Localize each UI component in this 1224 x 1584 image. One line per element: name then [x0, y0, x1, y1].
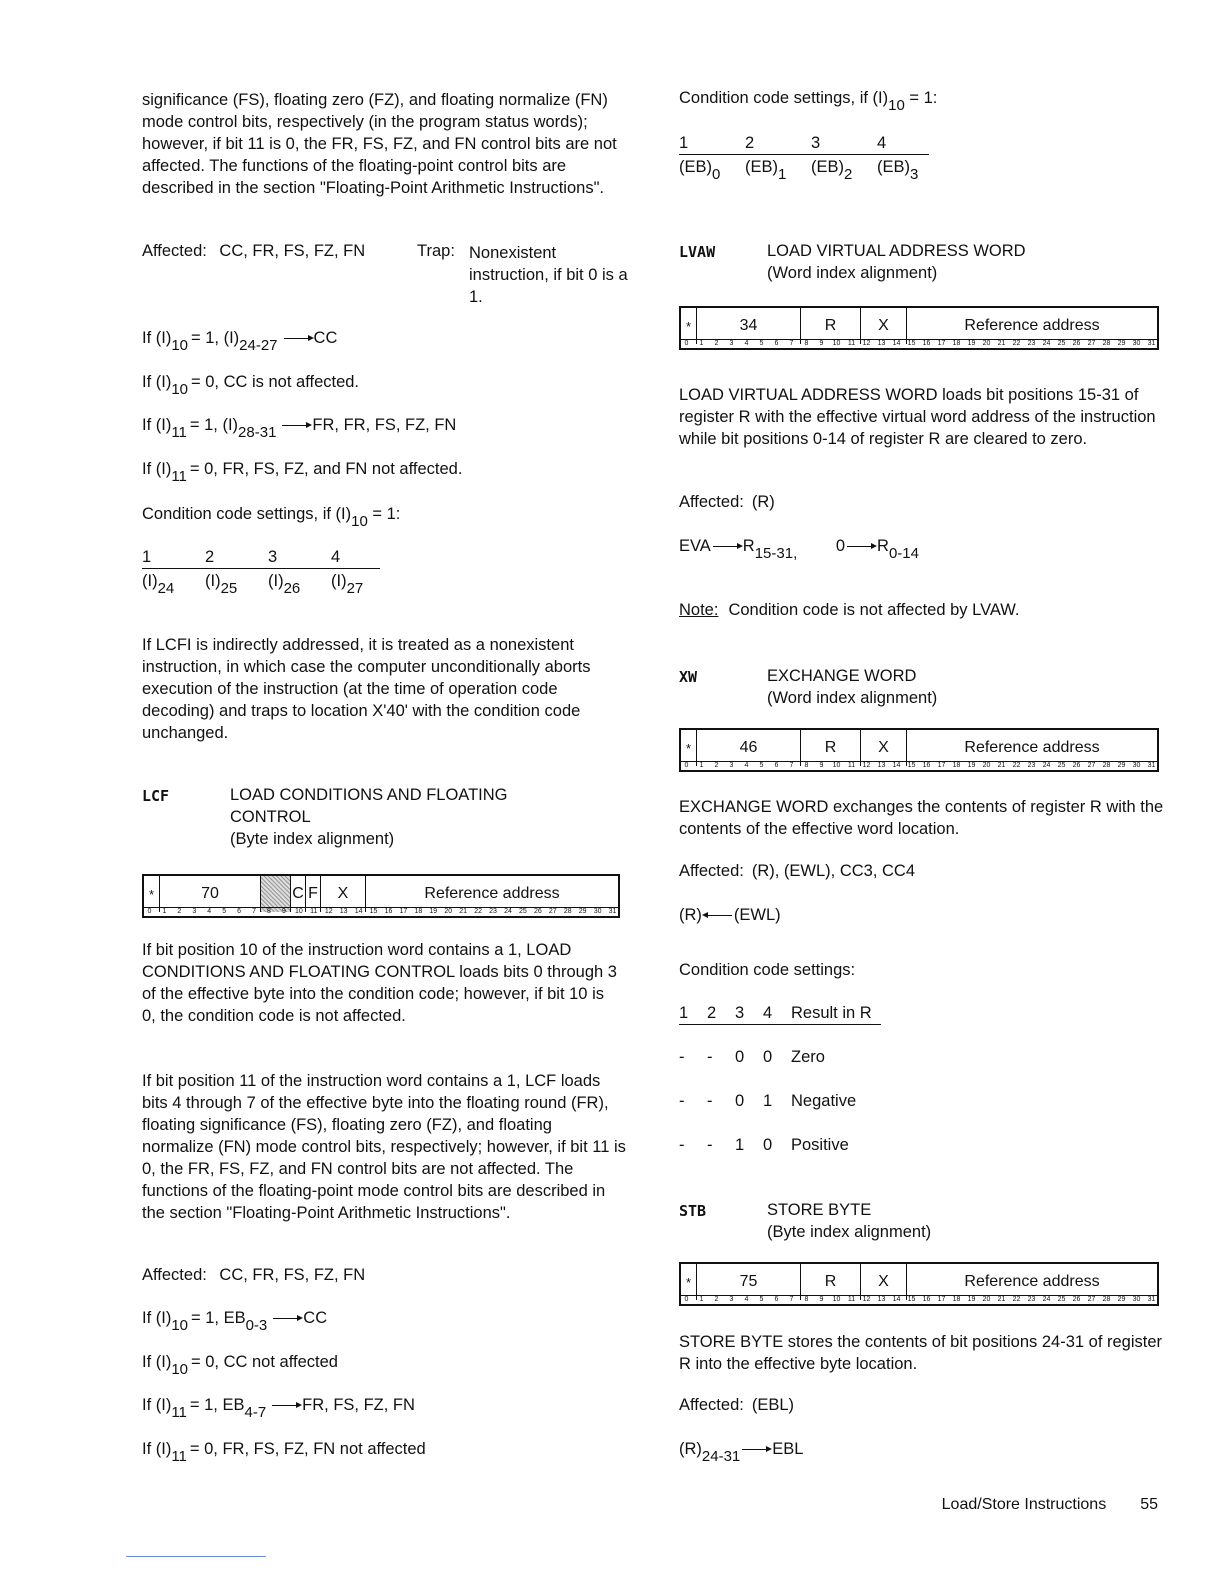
bit-number: 5	[759, 1296, 764, 1303]
xw-desc: EXCHANGE WORD exchanges the contents of register R with the contents of the effective word location.	[679, 798, 1164, 838]
rule-line	[142, 1396, 415, 1421]
lvaw-alignment: (Word index alignment)	[767, 264, 938, 282]
rule-pre: If (I)	[142, 1353, 172, 1371]
bit-number: 4	[207, 908, 212, 915]
xw-cc-head: 4	[763, 1004, 773, 1022]
cc-value-base: (EB)	[745, 158, 778, 176]
bit-number: 26	[1072, 762, 1081, 769]
bit-number: 31	[608, 908, 617, 915]
bit-number: 18	[952, 340, 961, 347]
rule-mid: = 0, FR, FS, FZ, FN not affected	[189, 1440, 426, 1458]
bit-number: 7	[789, 340, 794, 347]
rule-line	[142, 1309, 328, 1334]
indirect-bit: *	[681, 308, 697, 344]
stb-desc: STORE BYTE stores the contents of bit positions 24-31 of register R into the effective byte location.	[679, 1333, 1163, 1373]
bit-number: 7	[789, 762, 794, 769]
xw-cc-cell: -	[707, 1048, 713, 1066]
bit-number: 9	[281, 908, 286, 915]
bit-number: 24	[1042, 762, 1051, 769]
cc-value-sub: 26	[283, 580, 301, 597]
cc-head: 2	[205, 548, 215, 566]
stb-title: STORE BYTE	[767, 1201, 872, 1219]
xw-cc-cell: Positive	[791, 1136, 849, 1154]
bit-number: 21	[997, 762, 1006, 769]
xw-cc-cell: -	[707, 1092, 713, 1110]
bit-number: 20	[444, 908, 453, 915]
xw-cc-cell: 1	[735, 1136, 745, 1154]
bit-number: 22	[474, 908, 482, 915]
bit-number: 11	[847, 340, 856, 347]
bit-number: 8	[267, 908, 271, 915]
lvaw-instruction-format	[679, 306, 1159, 350]
rule-line	[142, 460, 463, 485]
indirect-bit: *	[681, 1264, 697, 1300]
bit-number: 21	[459, 908, 468, 915]
xw-cc-cell: Zero	[791, 1048, 825, 1066]
footer-section: Load/Store Instructions	[941, 1496, 1107, 1513]
bit-number: 24	[504, 908, 512, 915]
bit-number: 3	[729, 1296, 734, 1303]
lvaw-title: LOAD VIRTUAL ADDRESS WORD	[767, 242, 1026, 260]
reference-address-field: Reference address	[964, 739, 1100, 756]
bit-number: 31	[1147, 1296, 1156, 1303]
cc-header-row	[142, 548, 380, 569]
rule-pre: If (I)	[142, 329, 172, 347]
x-field: X	[861, 308, 907, 344]
cc-value-sub: 27	[346, 580, 364, 597]
cc-value	[205, 572, 238, 597]
lvaw-desc: LOAD VIRTUAL ADDRESS WORD loads bit positions 15-31 of register R with the effective virtual word address of the instruction while bit positions 0-14 of register R are cleared to zero.	[679, 386, 1156, 448]
cc-value	[811, 158, 853, 183]
bit-number: 18	[952, 762, 961, 769]
bit-number: 7	[789, 1296, 794, 1303]
bit-number: 28	[1102, 1296, 1111, 1303]
bit-number: 19	[967, 1296, 976, 1303]
bit-number: 15	[907, 340, 916, 347]
cc-head: 4	[331, 548, 341, 566]
bit-number: 9	[819, 1296, 824, 1303]
lcf-instruction-format	[142, 874, 620, 918]
bit-number: 4	[744, 762, 749, 769]
bit-number: 15	[907, 762, 916, 769]
lcf-title-2: CONTROL	[230, 808, 311, 826]
bit-number: 25	[519, 908, 527, 915]
xw-cc-cell: -	[679, 1048, 685, 1066]
bit-number: 18	[414, 908, 423, 915]
stb-alignment: (Byte index alignment)	[767, 1223, 932, 1241]
bit-number: 8	[804, 762, 809, 769]
bit-number: 19	[967, 762, 976, 769]
r-field: R	[801, 1264, 861, 1300]
bit-number: 7	[252, 908, 256, 915]
bit-number: 29	[1117, 1296, 1126, 1303]
trap-value: Nonexistent instruction, if bit 0 is a 1.	[469, 244, 628, 306]
bit-number: 30	[1132, 1296, 1141, 1303]
stb-equation: (R)24-31 EBL	[679, 1440, 804, 1465]
bit-number: 16	[384, 908, 393, 915]
bit-number: 12	[324, 908, 333, 915]
bit-number: 22	[1012, 340, 1021, 347]
bit-number: 30	[1132, 340, 1141, 347]
bit-number: 23	[1027, 762, 1036, 769]
rule-sub2: 0-3	[245, 1317, 268, 1334]
xw-cc-cell: Negative	[791, 1092, 857, 1110]
page-number: 55	[1140, 1496, 1158, 1513]
bit-number: 12	[862, 1296, 871, 1303]
bit-number: 1	[699, 340, 704, 347]
bit-number: 21	[997, 1296, 1006, 1303]
bit-number: 29	[578, 908, 587, 915]
bit-number: 30	[593, 908, 602, 915]
bit-numbers	[679, 339, 1159, 350]
bit-number: 29	[1117, 762, 1126, 769]
bit-number: 27	[1087, 340, 1096, 347]
lcf-affected: Affected: CC, FR, FS, FZ, FN	[142, 1266, 366, 1284]
lvaw-affected: Affected: (R)	[679, 493, 775, 511]
cc-value	[331, 572, 364, 597]
cc-head: 2	[745, 134, 755, 152]
rule-sub: 11	[171, 424, 187, 441]
bit-number: 27	[1087, 762, 1096, 769]
rule-sub2: 24-27	[239, 337, 278, 354]
lvaw-note: Note: Condition code is not affected by LVAW.	[679, 601, 1020, 619]
rule-pre: If (I)	[142, 1309, 172, 1327]
bit-number: 1	[699, 1296, 704, 1303]
cc-value-sub: 3	[910, 166, 919, 183]
bit-number: 10	[294, 908, 303, 915]
bit-number: 22	[1012, 1296, 1021, 1303]
stb-instruction-format	[679, 1262, 1159, 1306]
arrow-icon	[272, 1405, 300, 1406]
rule-sub: 10	[171, 337, 189, 354]
rule-sub: 10	[171, 381, 189, 398]
bit-number: 6	[237, 908, 242, 915]
bit-number: 6	[774, 1296, 779, 1303]
cc-value	[268, 572, 301, 597]
f-bit: F	[306, 876, 321, 912]
cc-value-base: (I)	[331, 572, 347, 590]
opcode-field: 46	[697, 730, 801, 766]
xw-equation: (R) (EWL)	[679, 906, 781, 924]
xw-cc-head: Result in R	[791, 1004, 872, 1022]
rule-pre: If (I)	[142, 1440, 172, 1458]
xw-cc-cell: 0	[763, 1136, 773, 1154]
xw-cc-cell: 0	[735, 1048, 745, 1066]
bit-number: 14	[892, 762, 901, 769]
bit-number: 3	[729, 340, 734, 347]
cc-value-sub: 1	[778, 166, 787, 183]
cc-title: Condition code settings, if (I)10 = 1:	[142, 505, 401, 530]
opcode-field: 70	[160, 876, 261, 912]
rule-line	[142, 1440, 426, 1465]
lcf-mnemonic: LCF	[142, 787, 170, 805]
bit-number: 6	[774, 340, 779, 347]
bit-number: 31	[1147, 762, 1156, 769]
rule-mid: = 0, CC not affected	[191, 1353, 338, 1371]
rule-post: FR, FS, FZ, FN	[302, 1396, 415, 1414]
bit-number: 23	[489, 908, 497, 915]
cc-value-sub: 2	[844, 166, 853, 183]
bit-number: 17	[937, 1296, 946, 1303]
affected-line: Affected: CC, FR, FS, FZ, FN	[142, 242, 366, 260]
bit-number: 2	[714, 340, 719, 347]
bit-numbers	[142, 907, 620, 918]
lvaw-equation: EVA R15-31, 0 R0-14	[679, 537, 919, 562]
bit-number: 16	[922, 340, 931, 347]
xw-cc-header	[679, 1004, 881, 1025]
lvaw-mnemonic: LVAW	[679, 243, 716, 261]
bit-number: 19	[967, 340, 976, 347]
bit-number: 8	[804, 340, 809, 347]
bit-number: 1	[162, 908, 167, 915]
bit-number: 27	[1087, 1296, 1096, 1303]
rule-line	[142, 329, 338, 354]
bit-number: 25	[1057, 340, 1066, 347]
bottom-rule	[126, 1556, 266, 1557]
xw-cc-cell: -	[679, 1092, 685, 1110]
rule-mid: = 0, CC is not affected.	[191, 373, 360, 391]
bit-number: 14	[892, 1296, 901, 1303]
intro-paragraph: significance (FS), floating zero (FZ), and floating normalize (FN) mode control bits, respectively (in the program status words); however, if bit 11 is 0, the FR, FS, FZ, and FN control bits are not affected. The functions of the floating-point control bits are described in the section "Floating-Point Arithmetic Instructions".	[142, 91, 617, 197]
bit-number: 28	[1102, 340, 1111, 347]
bit-number: 17	[937, 340, 946, 347]
bit-number: 21	[997, 340, 1006, 347]
xw-cc-cell: 0	[763, 1048, 773, 1066]
bit-number: 11	[847, 1296, 856, 1303]
cc-value	[142, 572, 175, 597]
bit-number: 15	[369, 908, 378, 915]
cc-head: 1	[679, 134, 689, 152]
r-field: R	[801, 730, 861, 766]
cc-value-sub: 0	[712, 166, 721, 183]
rule-sub2: 4-7	[244, 1404, 267, 1421]
rule-line	[142, 373, 360, 398]
cc-value-sub: 24	[157, 580, 175, 597]
bit-number: 20	[982, 762, 991, 769]
bit-number: 31	[1147, 340, 1156, 347]
bit-number: 9	[819, 340, 824, 347]
arrow-icon	[273, 1318, 301, 1319]
rule-sub: 10	[171, 1317, 189, 1334]
bit-number: 12	[862, 762, 871, 769]
bit-number: 17	[937, 762, 946, 769]
xw-instruction-format	[679, 728, 1159, 772]
xw-cc-cell: 0	[735, 1092, 745, 1110]
bit-number: 4	[744, 340, 749, 347]
bit-number: 27	[548, 908, 557, 915]
bit-number: 3	[192, 908, 197, 915]
bit-number: 22	[1012, 762, 1021, 769]
rule-line	[142, 1353, 338, 1378]
bit-numbers	[679, 761, 1159, 772]
xw-cc-cell: -	[679, 1136, 685, 1154]
rule-pre: If (I)	[142, 1396, 172, 1414]
bit-number: 0	[684, 340, 689, 347]
bit-numbers	[679, 1295, 1159, 1306]
bit-number: 25	[1057, 762, 1066, 769]
bit-number: 12	[862, 340, 871, 347]
xw-cc-head: 3	[735, 1004, 745, 1022]
cc-value	[877, 158, 919, 183]
cc-value-base: (EB)	[877, 158, 910, 176]
reference-address-field: Reference address	[964, 317, 1100, 334]
bit-number: 1	[699, 762, 704, 769]
cc-head: 4	[877, 134, 887, 152]
lcf-desc-2: If bit position 11 of the instruction word contains a 1, LCF loads bits 4 through 7 of the effective byte into the floating round (FR), floating significance (FS), floating zero (FZ), and floating normalize (FN) mode control bits, respectively; however, if bit 11 is 0, the FR, FS, FZ, and FN control bits are not affected. The functions of the floating-point mode control bits are described in the section "Floating-Point Arithmetic Instructions".	[142, 1072, 626, 1222]
rule-post: CC	[303, 1309, 328, 1327]
bit-number: 0	[147, 908, 152, 915]
bit-number: 20	[982, 340, 991, 347]
bit-number: 13	[877, 340, 886, 347]
bit-number: 24	[1042, 340, 1051, 347]
x-field: X	[321, 876, 366, 912]
xw-cc-head: 1	[679, 1004, 689, 1022]
cc-value-base: (I)	[205, 572, 221, 590]
rule-mid: = 1, EB	[191, 1309, 246, 1327]
bit-number: 16	[922, 1296, 931, 1303]
rule-mid: = 1, (I)	[189, 416, 239, 434]
cc-value	[745, 158, 787, 183]
cc-head: 3	[268, 548, 278, 566]
bit-number: 11	[847, 762, 856, 769]
bit-number: 14	[892, 340, 901, 347]
cc-value-base: (EB)	[811, 158, 844, 176]
cc-head: 1	[142, 548, 152, 566]
rule-post: CC	[313, 329, 338, 347]
bit-number: 6	[774, 762, 779, 769]
lcf-title-1: LOAD CONDITIONS AND FLOATING	[230, 786, 508, 804]
rule-sub: 11	[171, 468, 187, 485]
bit-number: 0	[684, 762, 689, 769]
bit-number: 19	[429, 908, 438, 915]
page-footer	[942, 1496, 1158, 1514]
bit-number: 10	[832, 1296, 841, 1303]
cc-value	[679, 158, 721, 183]
bit-number: 2	[714, 762, 719, 769]
rule-mid: = 1, EB	[189, 1396, 245, 1414]
rule-mid: = 1, (I)	[191, 329, 240, 347]
xw-affected: Affected: (R), (EWL), CC3, CC4	[679, 862, 915, 880]
rule-pre: If (I)	[142, 460, 172, 478]
bit-number: 23	[1027, 1296, 1036, 1303]
bit-number: 11	[310, 908, 318, 915]
reference-address-field: Reference address	[424, 885, 560, 902]
bit-number: 28	[563, 908, 572, 915]
bit-number: 13	[877, 1296, 886, 1303]
bit-number: 0	[684, 1296, 689, 1303]
cc-header-row	[679, 134, 929, 155]
arrow-icon	[282, 425, 310, 426]
bit-number: 5	[759, 762, 764, 769]
xw-title: EXCHANGE WORD	[767, 667, 917, 685]
bit-number: 13	[877, 762, 886, 769]
bit-number: 10	[832, 340, 841, 347]
bit-number: 16	[922, 762, 931, 769]
xw-cc-cell: -	[707, 1136, 713, 1154]
stb-affected: Affected: (EBL)	[679, 1396, 795, 1414]
bit-number: 20	[982, 1296, 991, 1303]
opcode-field: 34	[697, 308, 801, 344]
xw-cc-head: 2	[707, 1004, 717, 1022]
bit-number: 26	[1072, 340, 1081, 347]
bit-number: 15	[907, 1296, 916, 1303]
indirect-bit: *	[681, 730, 697, 766]
c-bit: C	[291, 876, 306, 912]
xw-mnemonic: XW	[679, 668, 698, 686]
rule-mid: = 0, FR, FS, FZ, and FN not affected.	[189, 460, 463, 478]
bit-number: 5	[222, 908, 227, 915]
xw-alignment: (Word index alignment)	[767, 689, 938, 707]
rule-sub: 10	[171, 1361, 189, 1378]
rule-pre: If (I)	[142, 373, 172, 391]
arrow-icon	[284, 338, 312, 339]
bit-number: 23	[1027, 340, 1036, 347]
reference-address-field: Reference address	[964, 1273, 1100, 1290]
bit-number: 14	[354, 908, 363, 915]
cc-value-sub: 25	[220, 580, 238, 597]
r-field: R	[801, 308, 861, 344]
cc-head: 3	[811, 134, 821, 152]
bit-number: 29	[1117, 340, 1126, 347]
bit-number: 13	[339, 908, 348, 915]
bit-number: 28	[1102, 762, 1111, 769]
bit-number: 24	[1042, 1296, 1051, 1303]
cc-value-base: (I)	[142, 572, 158, 590]
rule-sub: 11	[171, 1448, 187, 1465]
bit-number: 26	[1072, 1296, 1081, 1303]
bit-number: 25	[1057, 1296, 1066, 1303]
rule-pre: If (I)	[142, 416, 172, 434]
bit-number: 26	[533, 908, 542, 915]
xw-cc-title: Condition code settings:	[679, 961, 856, 979]
bit-number: 3	[729, 762, 734, 769]
rule-line	[142, 416, 457, 441]
x-field: X	[861, 1264, 907, 1300]
indirect-bit: *	[144, 876, 160, 912]
cc-value-base: (I)	[268, 572, 284, 590]
cc-value-base: (EB)	[679, 158, 712, 176]
bit-number: 18	[952, 1296, 961, 1303]
rule-sub: 11	[171, 1404, 187, 1421]
bit-number: 2	[714, 1296, 719, 1303]
bit-number: 4	[744, 1296, 749, 1303]
lcfi-note: If LCFI is indirectly addressed, it is treated as a nonexistent instruction, in which case the computer unconditionally aborts execution of the instruction (at the time of operation code decoding) and traps to location X'40' with the condition code unchanged.	[142, 636, 591, 742]
x-field: X	[861, 730, 907, 766]
bit-number: 17	[399, 908, 408, 915]
bit-number: 2	[177, 908, 182, 915]
xw-cc-cell: 1	[763, 1092, 773, 1110]
opcode-field: 75	[697, 1264, 801, 1300]
lcf-desc-1: If bit position 10 of the instruction word contains a 1, LOAD CONDITIONS AND FLOATING CONTROL loads bits 0 through 3 of the effective byte into the condition code; however, if bit 10 is 0, the condition code is not affected.	[142, 941, 617, 1025]
lcf-alignment: (Byte index alignment)	[230, 830, 395, 848]
bit-number: 30	[1132, 762, 1141, 769]
bit-number: 8	[804, 1296, 809, 1303]
rule-post: FR, FR, FS, FZ, FN	[312, 416, 457, 434]
bit-number: 5	[759, 340, 764, 347]
rule-sub2: 28-31	[238, 424, 277, 441]
bit-number: 10	[832, 762, 841, 769]
stb-mnemonic: STB	[679, 1202, 707, 1220]
cc-title-right: Condition code settings, if (I)10 = 1:	[679, 89, 938, 114]
bit-number: 9	[819, 762, 824, 769]
trap-label: Trap:	[417, 242, 455, 260]
